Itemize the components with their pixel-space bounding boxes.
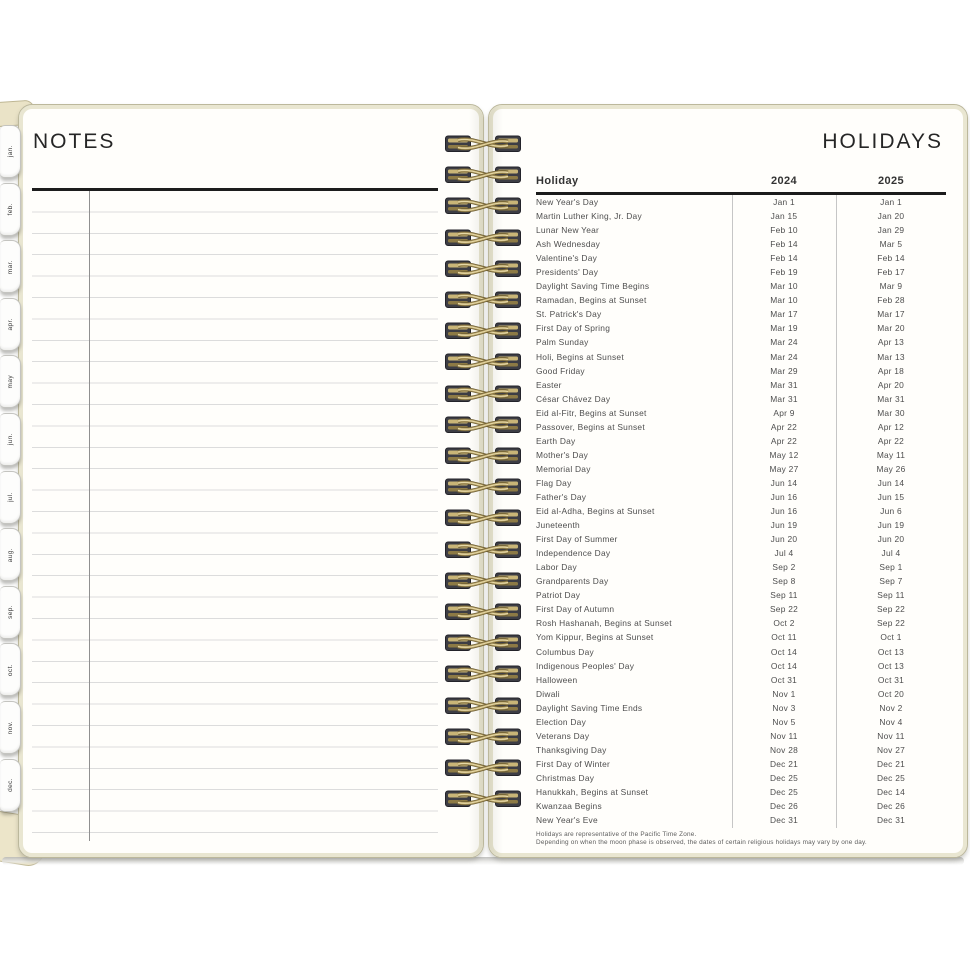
holiday-name-cell: St. Patrick's Day <box>536 309 602 320</box>
table-row <box>536 195 946 209</box>
holiday-name-cell: Election Day <box>536 716 587 727</box>
date-2025-cell: Jun 19 <box>877 520 905 531</box>
holiday-name-cell: Holi, Begins at Sunset <box>536 351 624 362</box>
holiday-name-cell: Memorial Day <box>536 463 591 474</box>
table-row <box>536 799 946 813</box>
table-row <box>536 687 946 701</box>
table-row <box>536 673 946 687</box>
binding-coil <box>444 132 522 156</box>
date-2025-cell: Apr 13 <box>877 337 905 348</box>
date-2024-cell: Oct 14 <box>770 646 798 657</box>
holiday-name-cell: New Year's Eve <box>536 815 598 826</box>
date-2025-cell: Jan 1 <box>880 197 902 208</box>
date-2025-cell: Dec 31 <box>876 815 906 826</box>
holiday-name-cell: First Day of Spring <box>536 323 611 334</box>
table-row <box>536 518 946 532</box>
date-2024-cell: Mar 10 <box>770 295 798 306</box>
holiday-name-cell: Christmas Day <box>536 772 595 783</box>
holiday-name-cell: Presidents' Day <box>536 267 599 278</box>
holiday-name-cell: First Day of Summer <box>536 534 618 545</box>
date-2025-cell: May 11 <box>876 449 906 460</box>
date-2025-cell: Jun 15 <box>877 492 905 502</box>
date-2024-cell: Apr 22 <box>770 435 798 446</box>
date-2024-cell: Dec 25 <box>769 772 799 783</box>
binding-coil <box>444 475 522 499</box>
date-2024-cell: May 27 <box>769 463 799 474</box>
date-2025-cell: Jun 6 <box>880 506 902 517</box>
holiday-name-cell: Daylight Saving Time Ends <box>536 702 643 713</box>
month-tab-oct <box>0 643 21 696</box>
date-2024-cell: Mar 24 <box>770 337 798 348</box>
date-2025-cell: May 26 <box>876 463 906 474</box>
holiday-name-cell: Flag Day <box>536 477 572 488</box>
date-2024-cell: Jan 15 <box>770 211 798 222</box>
holiday-name-cell: First Day of Winter <box>536 758 611 769</box>
binding-coil <box>444 787 522 811</box>
table-row <box>536 293 946 307</box>
holidays-footnotes <box>536 831 946 847</box>
table-row <box>536 588 946 602</box>
month-tab-label: jan. <box>6 145 14 158</box>
date-2025-cell: Jan 29 <box>877 225 905 236</box>
date-2024-cell: Sep 11 <box>770 590 798 601</box>
binding-coil <box>444 506 522 530</box>
table-row <box>536 532 946 546</box>
table-row <box>536 785 946 799</box>
date-2025-cell: Mar 31 <box>877 393 905 404</box>
page-bottom-shadow <box>2 857 964 865</box>
table-row <box>536 434 946 448</box>
table-row <box>536 715 946 729</box>
date-2025-cell: Mar 9 <box>879 281 903 292</box>
spiral-binding <box>444 104 524 856</box>
binding-coil <box>444 569 522 593</box>
date-2024-cell: Sep 22 <box>769 604 799 615</box>
date-2025-cell: Nov 11 <box>877 730 905 741</box>
table-row <box>536 630 946 644</box>
holiday-name-cell: Thanksgiving Day <box>536 744 607 755</box>
date-2025-cell: Dec 14 <box>876 786 906 797</box>
table-row <box>536 406 946 420</box>
binding-coil <box>444 662 522 686</box>
table-row <box>536 757 946 771</box>
table-row <box>536 476 946 490</box>
binding-coil <box>444 694 522 718</box>
month-tabs <box>0 104 30 864</box>
holidays-page-title: HOLIDAYS <box>822 130 943 153</box>
month-tab-feb <box>0 183 21 236</box>
binding-coil <box>444 257 522 281</box>
date-2024-cell: Nov 1 <box>772 688 796 699</box>
date-2024-cell: Sep 8 <box>772 576 796 587</box>
date-2024-cell: Oct 14 <box>770 660 798 671</box>
holidays-table <box>536 105 946 857</box>
date-2024-cell: Jun 14 <box>770 477 798 488</box>
table-row <box>536 265 946 279</box>
month-tab-label: jun. <box>6 433 14 446</box>
date-2025-cell: Oct 13 <box>877 646 905 657</box>
table-row <box>536 813 946 827</box>
date-2024-cell: Jun 16 <box>770 492 798 502</box>
holiday-rows <box>536 195 946 827</box>
notes-page <box>18 104 484 858</box>
month-tab-dec <box>0 759 21 812</box>
month-tab-label: aug. <box>6 547 14 562</box>
footnote-line-2: Depending on when the moon phase is observed, the dates of certain religious holidays may vary by one day. <box>536 839 867 846</box>
holiday-name-cell: César Chávez Day <box>536 393 611 404</box>
date-2024-cell: Feb 14 <box>770 239 798 250</box>
month-tab-label: nov. <box>6 720 14 735</box>
holiday-name-cell: Lunar New Year <box>536 225 600 236</box>
date-2025-cell: Dec 25 <box>876 772 906 783</box>
date-2024-cell: Mar 10 <box>770 281 798 292</box>
month-tab-label: may <box>6 375 14 389</box>
table-row <box>536 279 946 293</box>
holiday-name-cell: Columbus Day <box>536 646 594 657</box>
month-tab-mar <box>0 240 21 293</box>
month-tab-label: oct. <box>6 663 14 676</box>
table-row <box>536 504 946 518</box>
date-2024-cell: Jan 1 <box>773 197 795 208</box>
binding-coil <box>444 538 522 562</box>
holiday-name-cell: Patriot Day <box>536 590 581 601</box>
table-row <box>536 251 946 265</box>
holiday-name-cell: Labor Day <box>536 562 577 573</box>
date-2025-cell: Nov 4 <box>879 716 903 727</box>
binding-coil <box>444 756 522 780</box>
header-2024: 2024 <box>770 175 798 187</box>
date-2024-cell: Sep 2 <box>772 562 796 573</box>
month-tab-nov <box>0 701 21 754</box>
date-2024-cell: Jun 20 <box>770 534 798 545</box>
holidays-page <box>488 104 968 858</box>
holiday-name-cell: Yom Kippur, Begins at Sunset <box>536 632 654 643</box>
holiday-name-cell: Indigenous Peoples' Day <box>536 660 635 671</box>
holiday-name-cell: Juneteenth <box>536 520 580 531</box>
table-row <box>536 743 946 757</box>
date-2024-cell: Mar 24 <box>770 351 798 362</box>
date-2024-cell: Nov 11 <box>770 730 798 741</box>
month-tab-apr <box>0 298 21 351</box>
binding-coil <box>444 288 522 312</box>
holiday-name-cell: Good Friday <box>536 365 585 376</box>
table-row <box>536 364 946 378</box>
month-tab-jan <box>0 125 21 178</box>
holiday-name-cell: Rosh Hashanah, Begins at Sunset <box>536 618 672 629</box>
binding-coil <box>444 194 522 218</box>
date-2025-cell: Jun 14 <box>877 477 905 488</box>
date-2025-cell: Dec 21 <box>876 758 906 769</box>
date-2025-cell: Apr 20 <box>877 379 905 390</box>
holiday-name-cell: Ash Wednesday <box>536 239 601 250</box>
holidays-table-header <box>536 175 946 190</box>
holiday-name-cell: Kwanzaa Begins <box>536 801 602 812</box>
table-row <box>536 378 946 392</box>
holiday-name-cell: Ramadan, Begins at Sunset <box>536 295 647 306</box>
date-2025-cell: Dec 26 <box>876 801 906 812</box>
table-row <box>536 602 946 616</box>
date-2024-cell: Dec 31 <box>769 815 799 826</box>
date-2024-cell: Mar 31 <box>770 379 798 390</box>
date-2025-cell: Oct 31 <box>877 674 905 685</box>
table-row <box>536 645 946 659</box>
month-tab-may <box>0 355 21 408</box>
date-2025-cell: Oct 20 <box>877 688 905 699</box>
date-2025-cell: Nov 27 <box>876 744 906 755</box>
table-row <box>536 659 946 673</box>
date-2025-cell: Jul 4 <box>881 548 901 559</box>
date-2025-cell: Feb 28 <box>877 295 905 306</box>
table-row <box>536 335 946 349</box>
date-2025-cell: Sep 22 <box>876 618 906 629</box>
table-row <box>536 546 946 560</box>
binding-coil <box>444 319 522 343</box>
holiday-name-cell: Eid al-Adha, Begins at Sunset <box>536 506 655 517</box>
table-row <box>536 321 946 335</box>
date-2025-cell: Apr 12 <box>877 421 905 432</box>
notes-page-title: NOTES <box>33 130 116 153</box>
month-tab-label: mar. <box>6 259 14 274</box>
month-tab-label: feb. <box>6 202 14 216</box>
date-2025-cell: Mar 5 <box>879 239 903 250</box>
date-2024-cell: Jul 4 <box>774 548 794 559</box>
date-2025-cell: Feb 17 <box>877 267 905 278</box>
table-row <box>536 701 946 715</box>
holiday-name-cell: Hanukkah, Begins at Sunset <box>536 786 649 797</box>
date-2025-cell: Mar 30 <box>877 407 905 418</box>
binding-coil <box>444 725 522 749</box>
table-row <box>536 223 946 237</box>
binding-coil <box>444 444 522 468</box>
date-2024-cell: Feb 19 <box>770 267 798 278</box>
date-2024-cell: Mar 29 <box>770 365 798 376</box>
month-tab-jul <box>0 471 21 524</box>
date-2024-cell: Mar 17 <box>770 309 798 320</box>
date-2024-cell: Dec 26 <box>769 801 799 812</box>
table-row <box>536 448 946 462</box>
date-2024-cell: Jun 19 <box>770 520 798 531</box>
table-row <box>536 350 946 364</box>
table-row <box>536 237 946 251</box>
date-2024-cell: Mar 19 <box>770 323 798 334</box>
date-2025-cell: Mar 13 <box>877 351 905 362</box>
holiday-name-cell: Diwali <box>536 688 560 699</box>
date-2024-cell: Oct 11 <box>771 632 797 643</box>
holiday-name-cell: Valentine's Day <box>536 253 598 264</box>
table-row <box>536 392 946 406</box>
date-2024-cell: Feb 14 <box>770 253 798 264</box>
binding-coil <box>444 413 522 437</box>
holiday-name-cell: Passover, Begins at Sunset <box>536 421 645 432</box>
date-2025-cell: Sep 11 <box>877 590 905 601</box>
month-tab-jun <box>0 413 21 466</box>
date-2025-cell: Oct 1 <box>880 632 902 643</box>
date-2025-cell: Sep 22 <box>876 604 906 615</box>
header-2025: 2025 <box>877 175 905 187</box>
holiday-name-cell: Grandparents Day <box>536 576 609 587</box>
holiday-name-cell: Earth Day <box>536 435 576 446</box>
footnote-line-1: Holidays are representative of the Pacific Time Zone. <box>536 831 697 838</box>
table-row <box>536 574 946 588</box>
date-2025-cell: Jun 20 <box>877 534 905 545</box>
date-2025-cell: Mar 20 <box>877 323 905 334</box>
holiday-name-cell: Daylight Saving Time Begins <box>536 281 650 292</box>
date-2025-cell: Sep 1 <box>879 562 903 573</box>
date-2024-cell: Dec 25 <box>769 786 799 797</box>
holiday-name-cell: Palm Sunday <box>536 337 589 348</box>
binding-coil <box>444 600 522 624</box>
holiday-name-cell: Eid al-Fitr, Begins at Sunset <box>536 407 647 418</box>
date-2025-cell: Apr 18 <box>877 365 905 376</box>
date-2024-cell: Oct 31 <box>770 674 798 685</box>
month-tab-label: jul. <box>6 492 14 503</box>
date-2024-cell: Apr 22 <box>770 421 798 432</box>
date-2024-cell: Oct 2 <box>773 618 795 629</box>
table-row <box>536 729 946 743</box>
date-2025-cell: Apr 22 <box>877 435 905 446</box>
date-2024-cell: Mar 31 <box>770 393 798 404</box>
holiday-name-cell: Independence Day <box>536 548 611 559</box>
date-2025-cell: Oct 13 <box>877 660 905 671</box>
date-2025-cell: Nov 2 <box>879 702 903 713</box>
table-row <box>536 307 946 321</box>
date-2024-cell: Feb 10 <box>770 225 798 236</box>
month-tab-sep <box>0 586 21 639</box>
notes-margin-line <box>89 191 90 841</box>
table-row <box>536 420 946 434</box>
date-2024-cell: Jun 16 <box>770 506 798 517</box>
holiday-name-cell: Mother's Day <box>536 449 589 460</box>
holiday-name-cell: First Day of Autumn <box>536 604 615 615</box>
date-2024-cell: Nov 5 <box>772 716 796 727</box>
date-2024-cell: Nov 3 <box>772 702 796 713</box>
table-row <box>536 616 946 630</box>
notes-ruled-lines <box>32 191 438 841</box>
holiday-name-cell: Veterans Day <box>536 730 590 741</box>
month-tab-label: sep. <box>6 605 14 620</box>
date-2025-cell: Jan 20 <box>877 211 905 222</box>
date-2024-cell: Apr 9 <box>773 407 795 418</box>
date-2025-cell: Feb 14 <box>877 253 905 264</box>
holiday-name-cell: Halloween <box>536 674 578 685</box>
binding-coil <box>444 163 522 187</box>
date-2024-cell: May 12 <box>769 449 799 460</box>
table-row <box>536 560 946 574</box>
binding-coil <box>444 350 522 374</box>
date-2024-cell: Dec 21 <box>769 758 799 769</box>
date-2025-cell: Mar 17 <box>877 309 905 320</box>
holiday-name-cell: New Year's Day <box>536 197 599 208</box>
table-row <box>536 209 946 223</box>
binding-coil <box>444 631 522 655</box>
binding-coil <box>444 226 522 250</box>
month-tab-label: apr. <box>6 318 14 331</box>
table-row <box>536 490 946 504</box>
month-tab-aug <box>0 528 21 581</box>
date-2024-cell: Nov 28 <box>769 744 799 755</box>
table-row <box>536 771 946 785</box>
month-tab-label: dec. <box>6 778 14 793</box>
holiday-name-cell: Martin Luther King, Jr. Day <box>536 211 642 222</box>
holiday-name-cell: Father's Day <box>536 492 587 502</box>
table-row <box>536 462 946 476</box>
header-holiday: Holiday <box>536 175 579 187</box>
date-2025-cell: Sep 7 <box>879 576 903 587</box>
binding-coil <box>444 382 522 406</box>
holiday-name-cell: Easter <box>536 379 562 390</box>
